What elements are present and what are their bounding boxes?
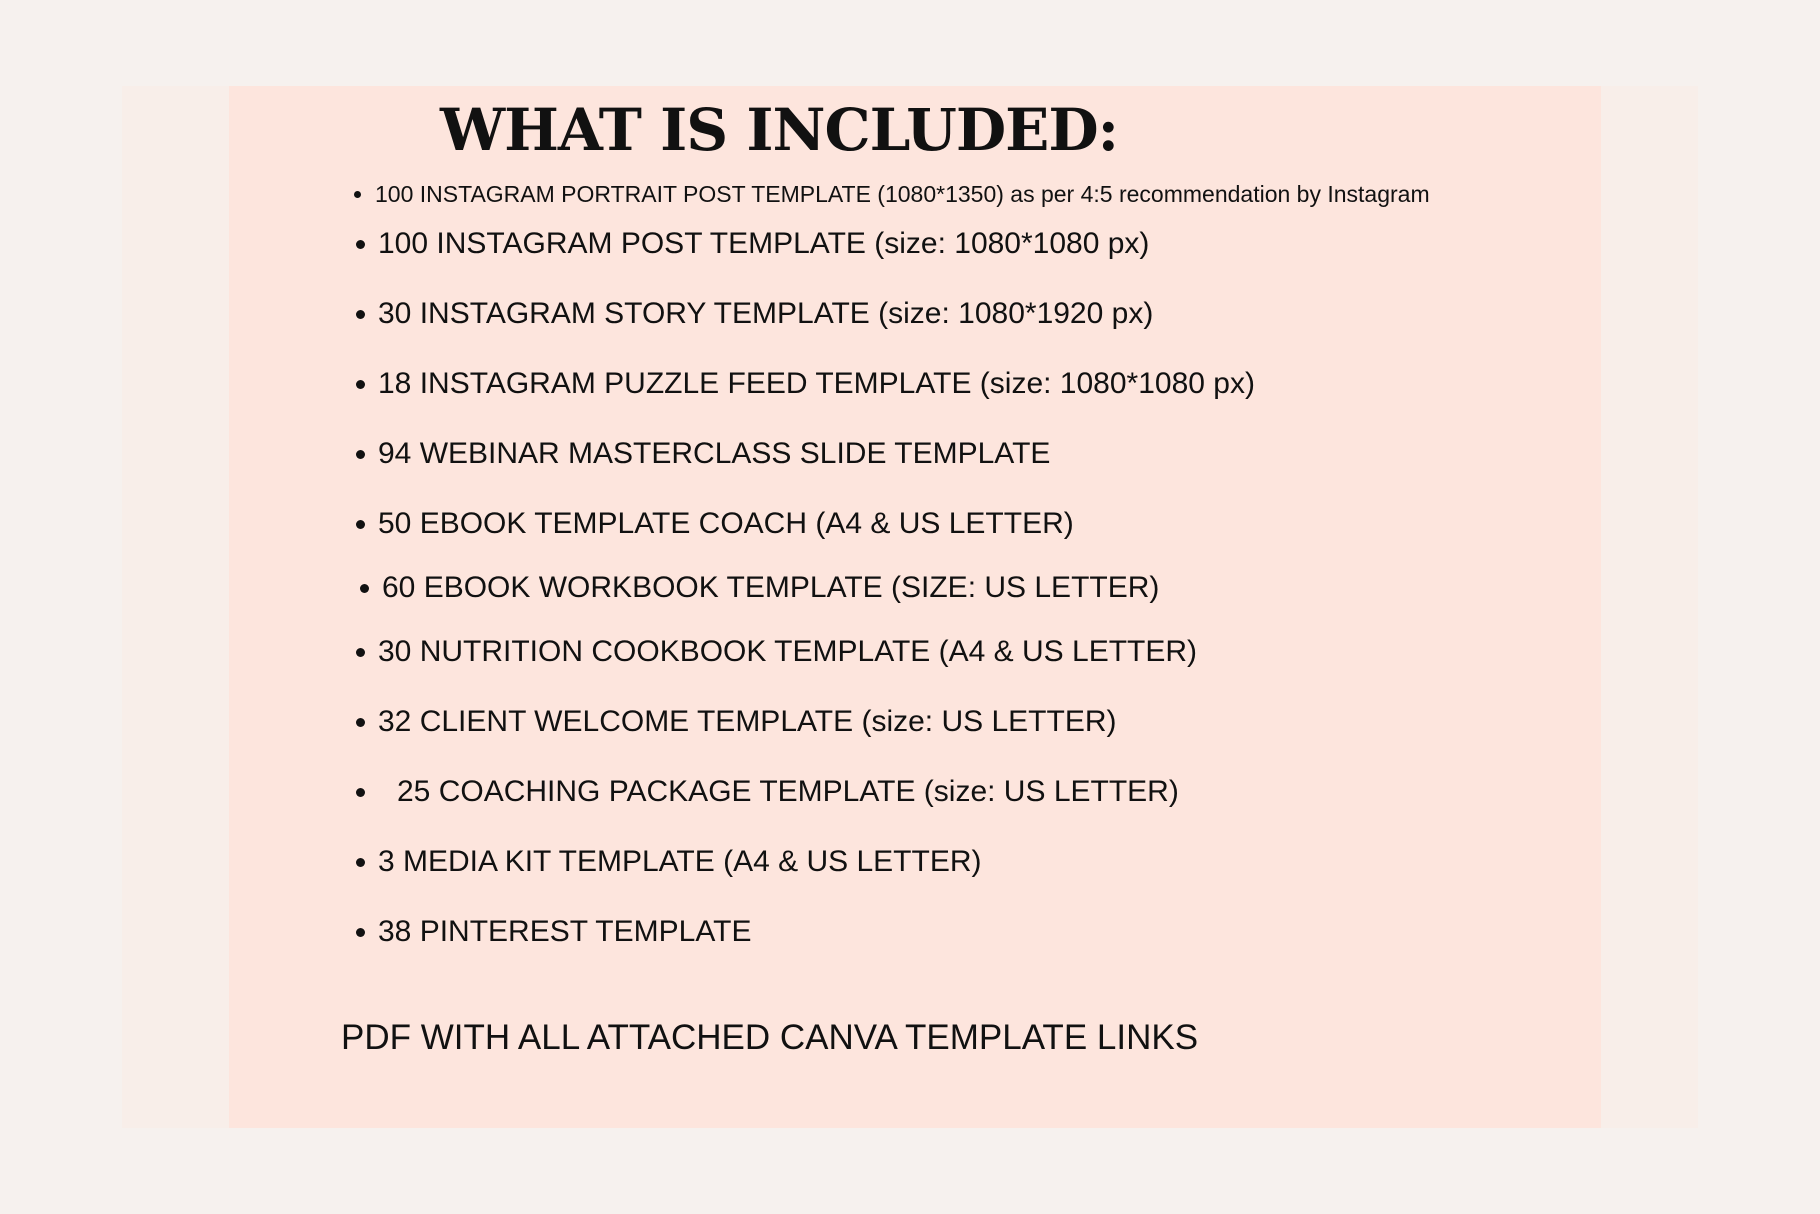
bullet-icon [356,648,365,657]
list-item [356,845,982,879]
list-item-text: 25 COACHING PACKAGE TEMPLATE (size: US LETTER) [397,775,1179,808]
bullet-icon [356,858,365,867]
list-item-text: 30 NUTRITION COOKBOOK TEMPLATE (A4 & US LETTER) [378,635,1198,668]
list-item [356,227,1149,261]
list-item-text: 32 CLIENT WELCOME TEMPLATE (size: US LETTER) [378,705,1117,738]
list-item [356,437,1050,471]
list-item-text: 60 EBOOK WORKBOOK TEMPLATE (SIZE: US LETTER) [382,571,1160,604]
bullet-icon [360,584,369,593]
page-title: WHAT IS INCLUDED: [440,96,1119,164]
list-item [356,507,1074,541]
bullet-icon [356,788,365,797]
bullet-icon [356,928,365,937]
list-item [356,297,1153,331]
list-item [356,915,751,949]
bullet-icon [356,240,365,249]
list-item [356,367,1255,401]
list-item-text: 18 INSTAGRAM PUZZLE FEED TEMPLATE (size: 1080*1080 px) [378,367,1255,400]
list-item [360,571,1159,605]
list-item [354,181,1430,208]
bullet-icon [356,520,365,529]
bullet-icon [356,310,365,319]
bullet-icon [356,718,365,727]
list-item-text: 30 INSTAGRAM STORY TEMPLATE (size: 1080*1920 px) [378,297,1154,330]
list-item [356,635,1197,669]
bullet-icon [354,191,361,198]
bullet-icon [356,450,365,459]
list-item-text: 94 WEBINAR MASTERCLASS SLIDE TEMPLATE [378,437,1051,470]
list-item-text: 38 PINTEREST TEMPLATE [378,915,752,948]
list-item-text: 100 INSTAGRAM PORTRAIT POST TEMPLATE (1080*1350) as per 4:5 recommendation by Instagram [375,181,1430,207]
list-item-text: 3 MEDIA KIT TEMPLATE (A4 & US LETTER) [378,845,982,878]
footer-note: PDF WITH ALL ATTACHED CANVA TEMPLATE LINKS [341,1018,1199,1057]
list-item-text: 100 INSTAGRAM POST TEMPLATE (size: 1080*1080 px) [378,227,1150,260]
list-item-text: 50 EBOOK TEMPLATE COACH (A4 & US LETTER) [378,507,1074,540]
bullet-icon [356,380,365,389]
list-item [356,705,1117,739]
list-item [356,775,1179,809]
